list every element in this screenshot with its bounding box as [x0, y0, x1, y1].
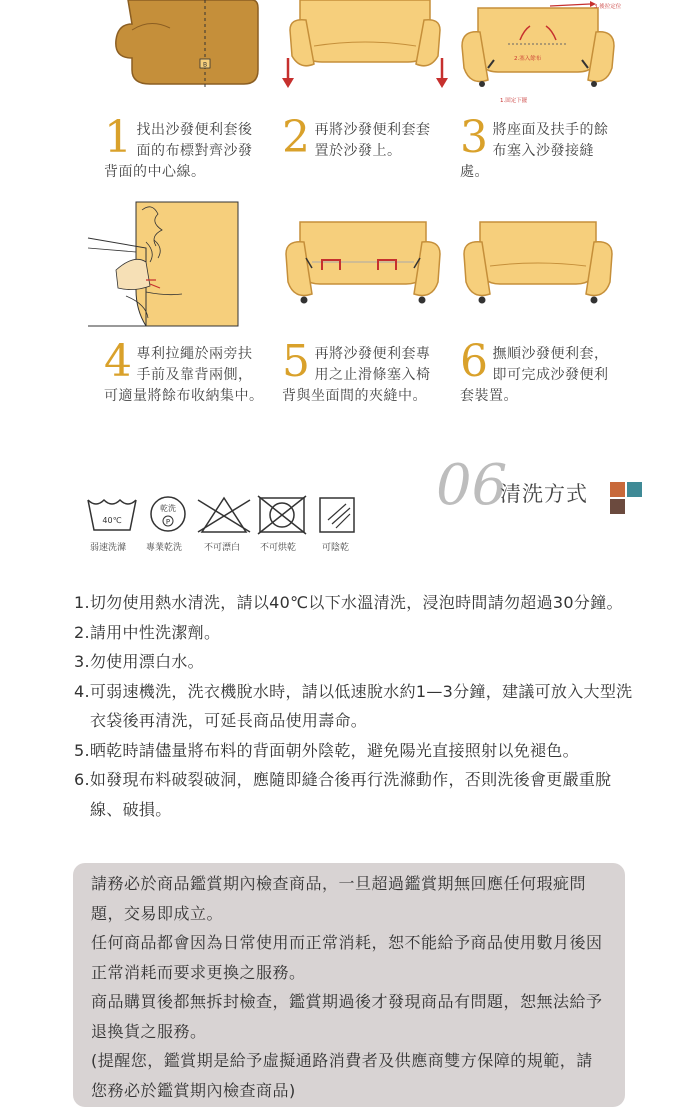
- wash-tub-icon: [88, 500, 136, 530]
- notice-paragraph: 請務必於商品鑑賞期內檢查商品，一旦超過鑑賞期無回應任何瑕疵問題，交易即成立。: [91, 874, 587, 923]
- no-tumble-dry-label: 不可烘乾: [260, 543, 297, 553]
- step4-description: 專利拉繩於兩旁扶手前及靠背兩側，可適量將餘布收納集中。: [104, 346, 264, 404]
- step6-illustration: [458, 220, 618, 310]
- step3-illustration: [458, 0, 622, 106]
- step1-description: 找出沙發便利套後面的布標對齊沙發背面的中心線。: [104, 122, 253, 180]
- dry-clean-label: 乾洗: [160, 504, 176, 513]
- shade-dry-label: 可陰乾: [322, 543, 350, 553]
- step6-text: [460, 336, 620, 407]
- step6-description: 撫順沙發便利套，即可完成沙發便利套裝置。: [460, 346, 609, 404]
- wash-care-icons: [86, 496, 386, 556]
- shade-dry-icon: [320, 498, 354, 532]
- step3-text: [460, 112, 620, 183]
- tuck-cloth-label: 2.塞入餘布: [514, 56, 542, 62]
- step1-number: 1: [104, 112, 133, 163]
- notice-paragraph: 任何商品都會因為日常使用而正常消耗，恕不能給予商品使用數月後因正常消耗而要求更換之服務。: [91, 933, 603, 982]
- notice-box: [73, 863, 625, 1107]
- instruction-item: 1.切勿使用熱水清洗，請以40℃以下水溫清洗，浸泡時間請勿超過30分鐘。: [74, 593, 623, 612]
- accent-square-brown: [610, 499, 625, 514]
- accent-square-orange: [610, 482, 625, 497]
- fix-position-label: 3.後拉定位: [594, 4, 622, 10]
- step3-description: 將座面及扶手的餘布塞入沙發接縫處。: [460, 122, 609, 180]
- notice-paragraph: 商品購買後都無拆封檢查，鑑賞期過後才發現商品有問題，恕無法給予退換貨之服務。: [91, 992, 603, 1041]
- step5-illustration: [278, 218, 448, 310]
- step1-text: [104, 112, 264, 183]
- step1-illustration: [110, 0, 260, 105]
- step2-illustration: [280, 0, 450, 100]
- step5-text: [282, 336, 442, 407]
- step2-number: 2: [282, 112, 311, 163]
- instruction-item: 2.請用中性洗潔劑。: [74, 622, 221, 642]
- no-tumble-dry-icon: [258, 496, 306, 534]
- step3-number: 3: [460, 112, 489, 163]
- accent-square-teal: [627, 482, 642, 497]
- step4-text: [104, 336, 264, 407]
- wash-tub-label: 弱速洗滌: [90, 543, 127, 553]
- tag-mark-label: B: [202, 61, 208, 69]
- dry-clean-text: 專業乾洗: [146, 543, 183, 553]
- wash-temp-label: 40℃: [102, 516, 122, 525]
- no-bleach-label: 不可漂白: [204, 543, 241, 553]
- notice-paragraph: (提醒您，鑑賞期是給予虛擬通路消費者及供應商雙方保障的規範，請您務必於鑑賞期內檢查商品): [91, 1051, 593, 1100]
- svg-text:P: P: [165, 518, 171, 526]
- instruction-item: 3.勿使用漂白水。: [74, 652, 204, 671]
- step4-number: 4: [104, 336, 133, 387]
- section-header: [436, 453, 646, 518]
- fix-down-label: 1.固定下擺: [500, 98, 528, 104]
- step5-number: 5: [282, 336, 311, 387]
- instruction-item: 4.可弱速機洗，洗衣機脫水時，請以低速脫水約1—3分鐘，建議可放入大型洗衣袋後再清洗，可延長商品使用壽命。: [74, 681, 633, 730]
- step4-illustration: [86, 200, 242, 328]
- step2-description: 再將沙發便利套套置於沙發上。: [314, 122, 431, 159]
- instruction-item: 6.如發現布料破裂破洞，應隨即縫合後再行洗滌動作，否則洗後會更嚴重脫線、破損。: [74, 770, 612, 819]
- instruction-item: 5.晒乾時請儘量將布料的背面朝外陰乾，避免陽光直接照射以免褪色。: [74, 740, 579, 760]
- section-number: 06: [436, 453, 508, 518]
- step6-number: 6: [460, 336, 489, 387]
- no-bleach-icon: [198, 498, 250, 532]
- washing-instructions: [74, 588, 634, 824]
- section-title: 清洗方式: [500, 482, 588, 506]
- dry-clean-icon: [151, 497, 185, 531]
- step5-description: 再將沙發便利套專用之止滑條塞入椅背與坐面間的夾縫中。: [282, 346, 431, 404]
- step2-text: [282, 112, 442, 163]
